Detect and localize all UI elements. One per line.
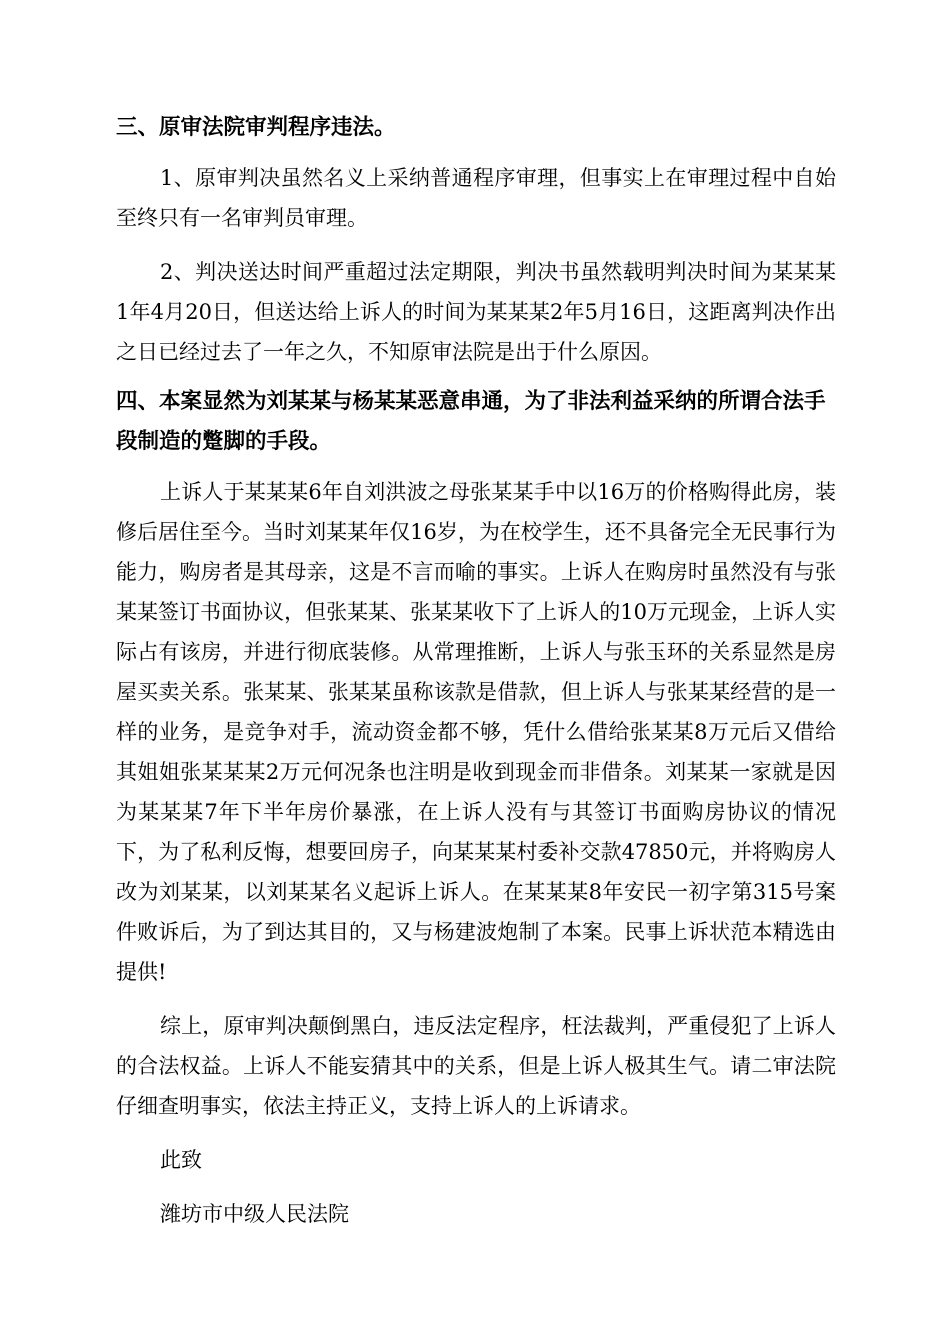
section-3-item-2: 2、判决送达时间严重超过法定期限，判决书虽然载明判决时间为某某某1年4月20日，但送达给上诉人的时间为某某某2年5月16日，这距离判决作出之日已经过去了一年之久，不知原审法院是出于什么原因。 bbox=[116, 260, 836, 364]
section-3-item-1: 1、原审判决虽然名义上采纳普通程序审理，但事实上在审理过程中自始至终只有一名审判员审理。 bbox=[116, 166, 836, 230]
section-4-heading: 四、本案显然为刘某某与杨某某恶意串通，为了非法利益采纳的所谓合法手段制造的蹩脚的手段。 bbox=[116, 389, 826, 454]
section-4-body: 上诉人于某某某6年自刘洪波之母张某某手中以16万的价格购得此房，装修后居住至今。当时刘某某年仅16岁，为在校学生，还不具备完全无民事行为能力，购房者是其母亲，这是不言而喻的事实。上诉人在购房时虽然没有与张某某签订书面协议，但张某某、张某某收下了上诉人的10万元现金，上诉人实际占有该房，并进行彻底装修。从常理推断，上诉人与张玉环的关系显然是房屋买卖关系。张某某、张某某虽称该款是借款，但上诉人与张某某经营的是一样的业务，是竞争对手，流动资金都不够，凭什么借给张某某8万元后又借给其姐姐张某某某2万元何况条也注明是收到现金而非借条。刘某某一家就是因为某某某7年下半年房价暴涨，在上诉人没有与其签订书面购房协议的情况下，为了私利反悔，想要回房子，向某某某村委补交款47850元，并将购房人改为刘某某，以刘某某名义起诉上诉人。在某某某8年安民一初字第315号案件败诉后，为了到达其目的，又与杨建波炮制了本案。民事上诉状范本精选由提供! bbox=[116, 480, 836, 984]
salutation: 此致 bbox=[160, 1148, 202, 1172]
conclusion-paragraph: 综上，原审判决颠倒黑白，违反法定程序，枉法裁判，严重侵犯了上诉人的合法权益。上诉人不能妄猜其中的关系，但是上诉人极其生气。请二审法院仔细查明事实，依法主持正义，支持上诉人的上诉请求。 bbox=[116, 1014, 836, 1118]
document-page bbox=[116, 108, 836, 1234]
section-3-heading: 三、原审法院审判程序违法。 bbox=[116, 115, 396, 140]
court-name: 潍坊市中级人民法院 bbox=[160, 1202, 349, 1226]
